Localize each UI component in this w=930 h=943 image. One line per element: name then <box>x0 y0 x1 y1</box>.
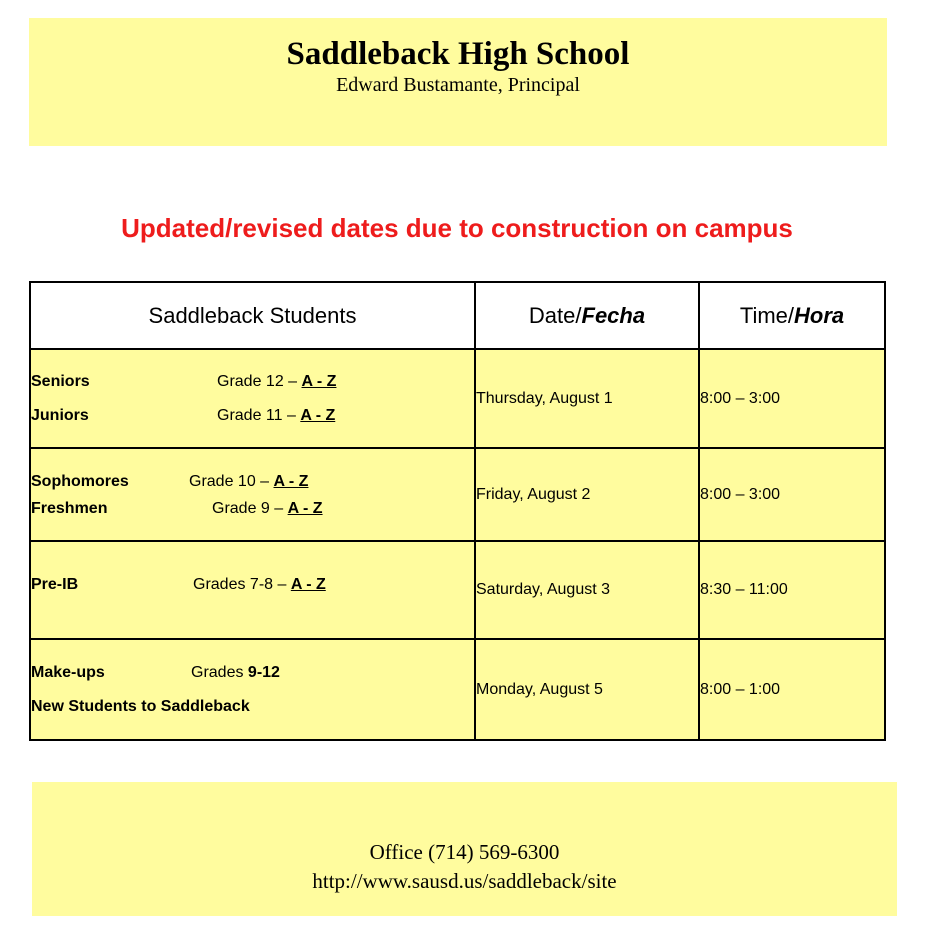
time-cell: 8:30 – 11:00 <box>699 541 885 639</box>
students-cell <box>30 349 475 448</box>
time-cell: 8:00 – 3:00 <box>699 448 885 541</box>
school-name: Saddleback High School <box>286 36 630 72</box>
time-cell: 8:00 – 3:00 <box>699 349 885 448</box>
header-date <box>475 282 699 349</box>
group-label: Seniors <box>31 372 90 390</box>
group-label: Make-ups <box>31 663 105 681</box>
grade-info: Grades 9-12 <box>191 663 280 681</box>
table-row <box>30 541 885 639</box>
header-time-es: Hora <box>794 302 845 328</box>
principal-name: Edward Bustamante, Principal <box>336 74 580 96</box>
office-phone: Office (714) 569-6300 <box>369 840 560 864</box>
schedule-table <box>29 281 886 741</box>
table-row <box>30 448 885 541</box>
header-time-en: Time/ <box>739 302 795 328</box>
group-label: Pre-IB <box>31 576 79 593</box>
group-label: New Students to Saddleback <box>31 697 250 715</box>
students-cell <box>30 448 475 541</box>
construction-notice: Updated/revised dates due to construction on campus <box>121 213 793 243</box>
date-cell: Saturday, August 3 <box>475 541 699 639</box>
grade-info: Grade 12 – A - Z <box>217 372 337 390</box>
students-cell <box>30 541 475 639</box>
header-time <box>699 282 885 349</box>
alpha-range: A - Z <box>273 472 309 490</box>
table-row <box>30 349 885 448</box>
student-line <box>31 573 474 597</box>
footer-banner <box>32 782 897 916</box>
alpha-range: A - Z <box>300 406 336 424</box>
student-line <box>31 365 474 399</box>
group-label: Freshmen <box>31 499 108 517</box>
grade-info: Grade 9 – A - Z <box>212 499 323 517</box>
header-date-es: Fecha <box>581 302 646 328</box>
grade-info: Grade 10 – A - Z <box>189 472 309 490</box>
date-cell: Thursday, August 1 <box>475 349 699 448</box>
student-line <box>31 690 474 724</box>
student-line <box>31 468 474 495</box>
date-cell: Friday, August 2 <box>475 448 699 541</box>
grade-info: Grade 11 – A - Z <box>217 406 336 424</box>
student-line <box>31 399 474 433</box>
student-line <box>31 656 474 690</box>
header-date-en: Date/ <box>528 302 582 328</box>
alpha-range: A - Z <box>287 499 323 517</box>
time-cell: 8:00 – 1:00 <box>699 639 885 740</box>
header-students: Saddleback Students <box>30 282 475 349</box>
date-cell: Monday, August 5 <box>475 639 699 740</box>
table-row <box>30 639 885 740</box>
alpha-range: A - Z <box>290 576 326 593</box>
grade-info: Grades 7-8 – A - Z <box>193 576 326 593</box>
grade-range-bold: 9-12 <box>247 663 280 681</box>
table-header-row <box>30 282 885 349</box>
group-label: Sophomores <box>31 472 129 490</box>
group-label: Juniors <box>31 406 89 424</box>
alpha-range: A - Z <box>301 372 337 390</box>
student-line <box>31 495 474 522</box>
website-url: http://www.sausd.us/saddleback/site <box>312 869 617 893</box>
header-banner <box>29 18 887 146</box>
students-cell <box>30 639 475 740</box>
